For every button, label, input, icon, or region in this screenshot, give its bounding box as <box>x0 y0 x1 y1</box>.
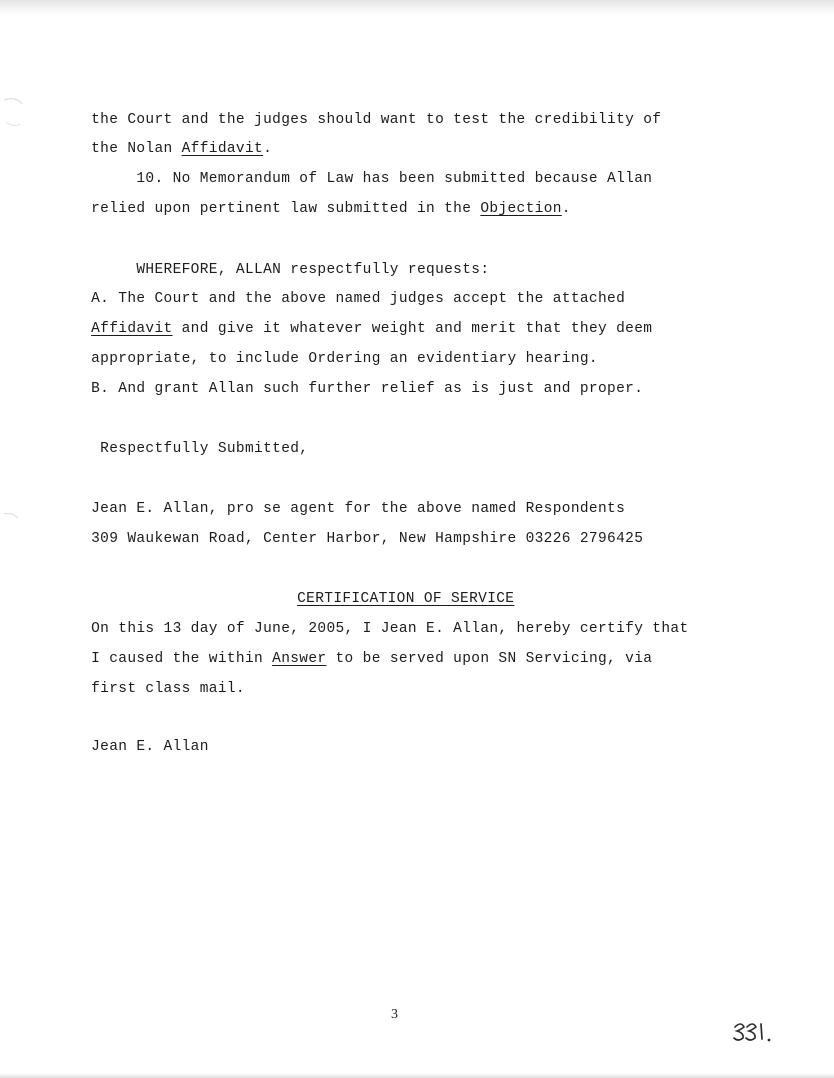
request-item-a-cont: appropriate, to include Ordering an evidentiary hearing. <box>91 351 598 367</box>
paragraph-line: relied upon pertinent law submitted in the Objection. <box>91 201 571 217</box>
affidavit-underlined: Affidavit <box>181 141 264 157</box>
certification-heading: CERTIFICATION OF SERVICE <box>297 591 515 607</box>
request-item-b: B. And grant Allan such further relief as is just and proper. <box>91 381 644 397</box>
handwritten-bates-mark <box>732 1018 778 1046</box>
closing-line: Respectfully Submitted, <box>91 441 309 457</box>
page-number: 3 <box>391 1007 398 1022</box>
scan-edge-top <box>0 0 834 16</box>
affidavit-underlined: Affidavit <box>91 321 173 337</box>
wherefore-line: WHEREFORE, ALLAN respectfully requests: <box>91 262 490 278</box>
certification-line: first class mail. <box>91 681 245 697</box>
signature-name: Jean E. Allan <box>91 739 209 755</box>
margin-mark-top-left <box>2 94 26 134</box>
address-line: 309 Waukewan Road, Center Harbor, New Hampshire 03226 2796425 <box>91 531 644 547</box>
margin-mark-mid-left <box>2 510 22 540</box>
paragraph-line: 10. No Memorandum of Law has been submitted because Allan <box>91 171 653 187</box>
objection-underlined: Objection <box>480 201 562 217</box>
certification-line: I caused the within Answer to be served upon SN Servicing, via <box>91 651 653 667</box>
signer-line: Jean E. Allan, pro se agent for the above named Respondents <box>91 501 626 517</box>
request-item-a-cont: Affidavit and give it whatever weight and merit that they deem <box>91 321 653 337</box>
certification-line: On this 13 day of June, 2005, I Jean E. Allan, hereby certify that <box>91 621 689 637</box>
paragraph-line: the Court and the judges should want to test the credibility of <box>91 112 662 128</box>
scan-edge-bottom <box>0 1073 834 1078</box>
request-item-a: A. The Court and the above named judges accept the attached <box>91 291 626 307</box>
answer-underlined: Answer <box>272 651 327 667</box>
paragraph-line: the Nolan Affidavit. <box>91 141 273 157</box>
